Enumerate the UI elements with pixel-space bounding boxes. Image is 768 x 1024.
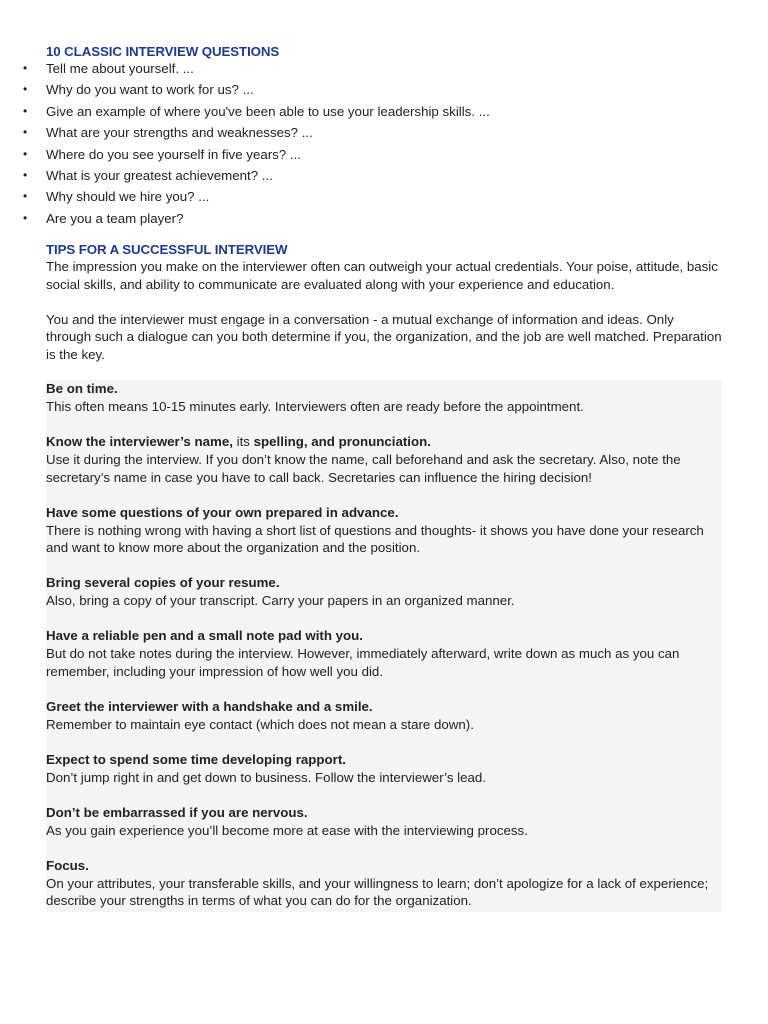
tip-body: But do not take notes during the interview. However, immediately afterward, write down as much as you can remember, including your impression of how well you did.: [46, 646, 680, 679]
list-item: [23, 210, 722, 231]
tip-title: Have a reliable pen and a small note pad with you.: [46, 628, 363, 644]
tip-body: Remember to maintain eye contact (which does not mean a stare down).: [46, 716, 474, 732]
question-text: Tell me about yourself. ...: [46, 61, 194, 76]
questions-list: [23, 60, 722, 231]
bullet-icon: •: [23, 61, 28, 75]
tip-title: Be on time.: [46, 381, 118, 397]
question-text: What is your greatest achievement? ...: [46, 167, 273, 183]
tip-title: Focus.: [46, 857, 89, 873]
question-text: Give an example of where you've been able to use your leadership skills. ...: [46, 103, 490, 119]
bullet-icon: •: [23, 125, 28, 140]
tip-item: [46, 380, 722, 433]
tips-heading: TIPS FOR A SUCCESSFUL INTERVIEW: [46, 242, 288, 258]
question-text: Why do you want to work for us? ...: [46, 82, 254, 98]
tip-item: [46, 433, 722, 504]
list-item: [23, 60, 722, 81]
tip-item: [46, 504, 722, 575]
question-text: Where do you see yourself in five years? ...: [46, 146, 301, 162]
tip-body: Also, bring a copy of your transcript. Carry your papers in an organized manner.: [46, 593, 515, 609]
list-item: [23, 124, 722, 145]
bullet-icon: •: [23, 146, 28, 161]
tip-body: Use it during the interview. If you don’t know the name, call beforehand and ask the secretary. Also, note the secretary’s name in case you have to call back. Secretaries can influence the hiring decision!: [46, 452, 681, 485]
tip-item: [46, 751, 722, 804]
list-item: [23, 167, 722, 188]
tip-body: Don’t jump right in and get down to business. Follow the interviewer’s lead.: [46, 769, 487, 785]
question-text: Are you a team player?: [46, 210, 184, 226]
tip-title: Expect to spend some time developing rapport.: [46, 751, 346, 767]
tip-title: Don’t be embarrassed if you are nervous.: [46, 804, 308, 820]
tips-section: [46, 241, 722, 363]
intro-paragraph: The impression you make on the interviewer often can outweigh your actual credentials. Your poise, attitude, basic social skills, and ability to communicate are evaluated along with your experience and education.: [46, 259, 718, 292]
list-item: [23, 188, 722, 209]
list-item: [23, 146, 722, 167]
bullet-icon: •: [23, 210, 28, 225]
list-item: [23, 81, 722, 102]
tip-title: Greet the interviewer with a handshake and a smile.: [46, 698, 373, 714]
tip-item: [46, 804, 722, 857]
tip-title-part: spelling, and pronunciation.: [253, 434, 431, 450]
tip-body: This often means 10-15 minutes early. Interviewers often are ready before the appointment.: [46, 399, 584, 415]
tips-box: [46, 380, 722, 912]
tip-item: [46, 574, 722, 627]
questions-heading: 10 CLASSIC INTERVIEW QUESTIONS: [46, 44, 280, 59]
tip-body: On your attributes, your transferable skills, and your willingness to learn; don’t apologize for a lack of experience; describe your strengths in terms of what you can do for the organization.: [46, 875, 709, 909]
list-item: [23, 103, 722, 124]
intro-paragraph: You and the interviewer must engage in a conversation - a mutual exchange of information and ideas. Only through such a dialogue can you both determine if you, the organization, and the job are well matched. Preparation is the key.: [46, 311, 722, 362]
tip-item: [46, 698, 722, 751]
bullet-icon: •: [23, 82, 28, 97]
tip-title: Have some questions of your own prepared in advance.: [46, 504, 399, 520]
tip-title: [46, 433, 722, 451]
tip-title: Bring several copies of your resume.: [46, 575, 280, 591]
tip-body: There is nothing wrong with having a short list of questions and thoughts- it shows you have done your research and want to know more about the organization and the position.: [46, 522, 704, 556]
tip-title-part: its: [232, 434, 254, 450]
tip-title-part: Know the interviewer’s name,: [46, 434, 233, 450]
bullet-icon: •: [23, 189, 28, 204]
tip-item: [46, 857, 722, 910]
bullet-icon: •: [23, 167, 28, 182]
question-text: What are your strengths and weaknesses? ...: [46, 125, 313, 141]
tip-body: As you gain experience you’ll become more at ease with the interviewing process.: [46, 822, 528, 838]
document-page: [23, 43, 722, 912]
question-text: Why should we hire you? ...: [46, 189, 210, 205]
tip-item: [46, 627, 722, 698]
bullet-icon: •: [23, 103, 28, 118]
